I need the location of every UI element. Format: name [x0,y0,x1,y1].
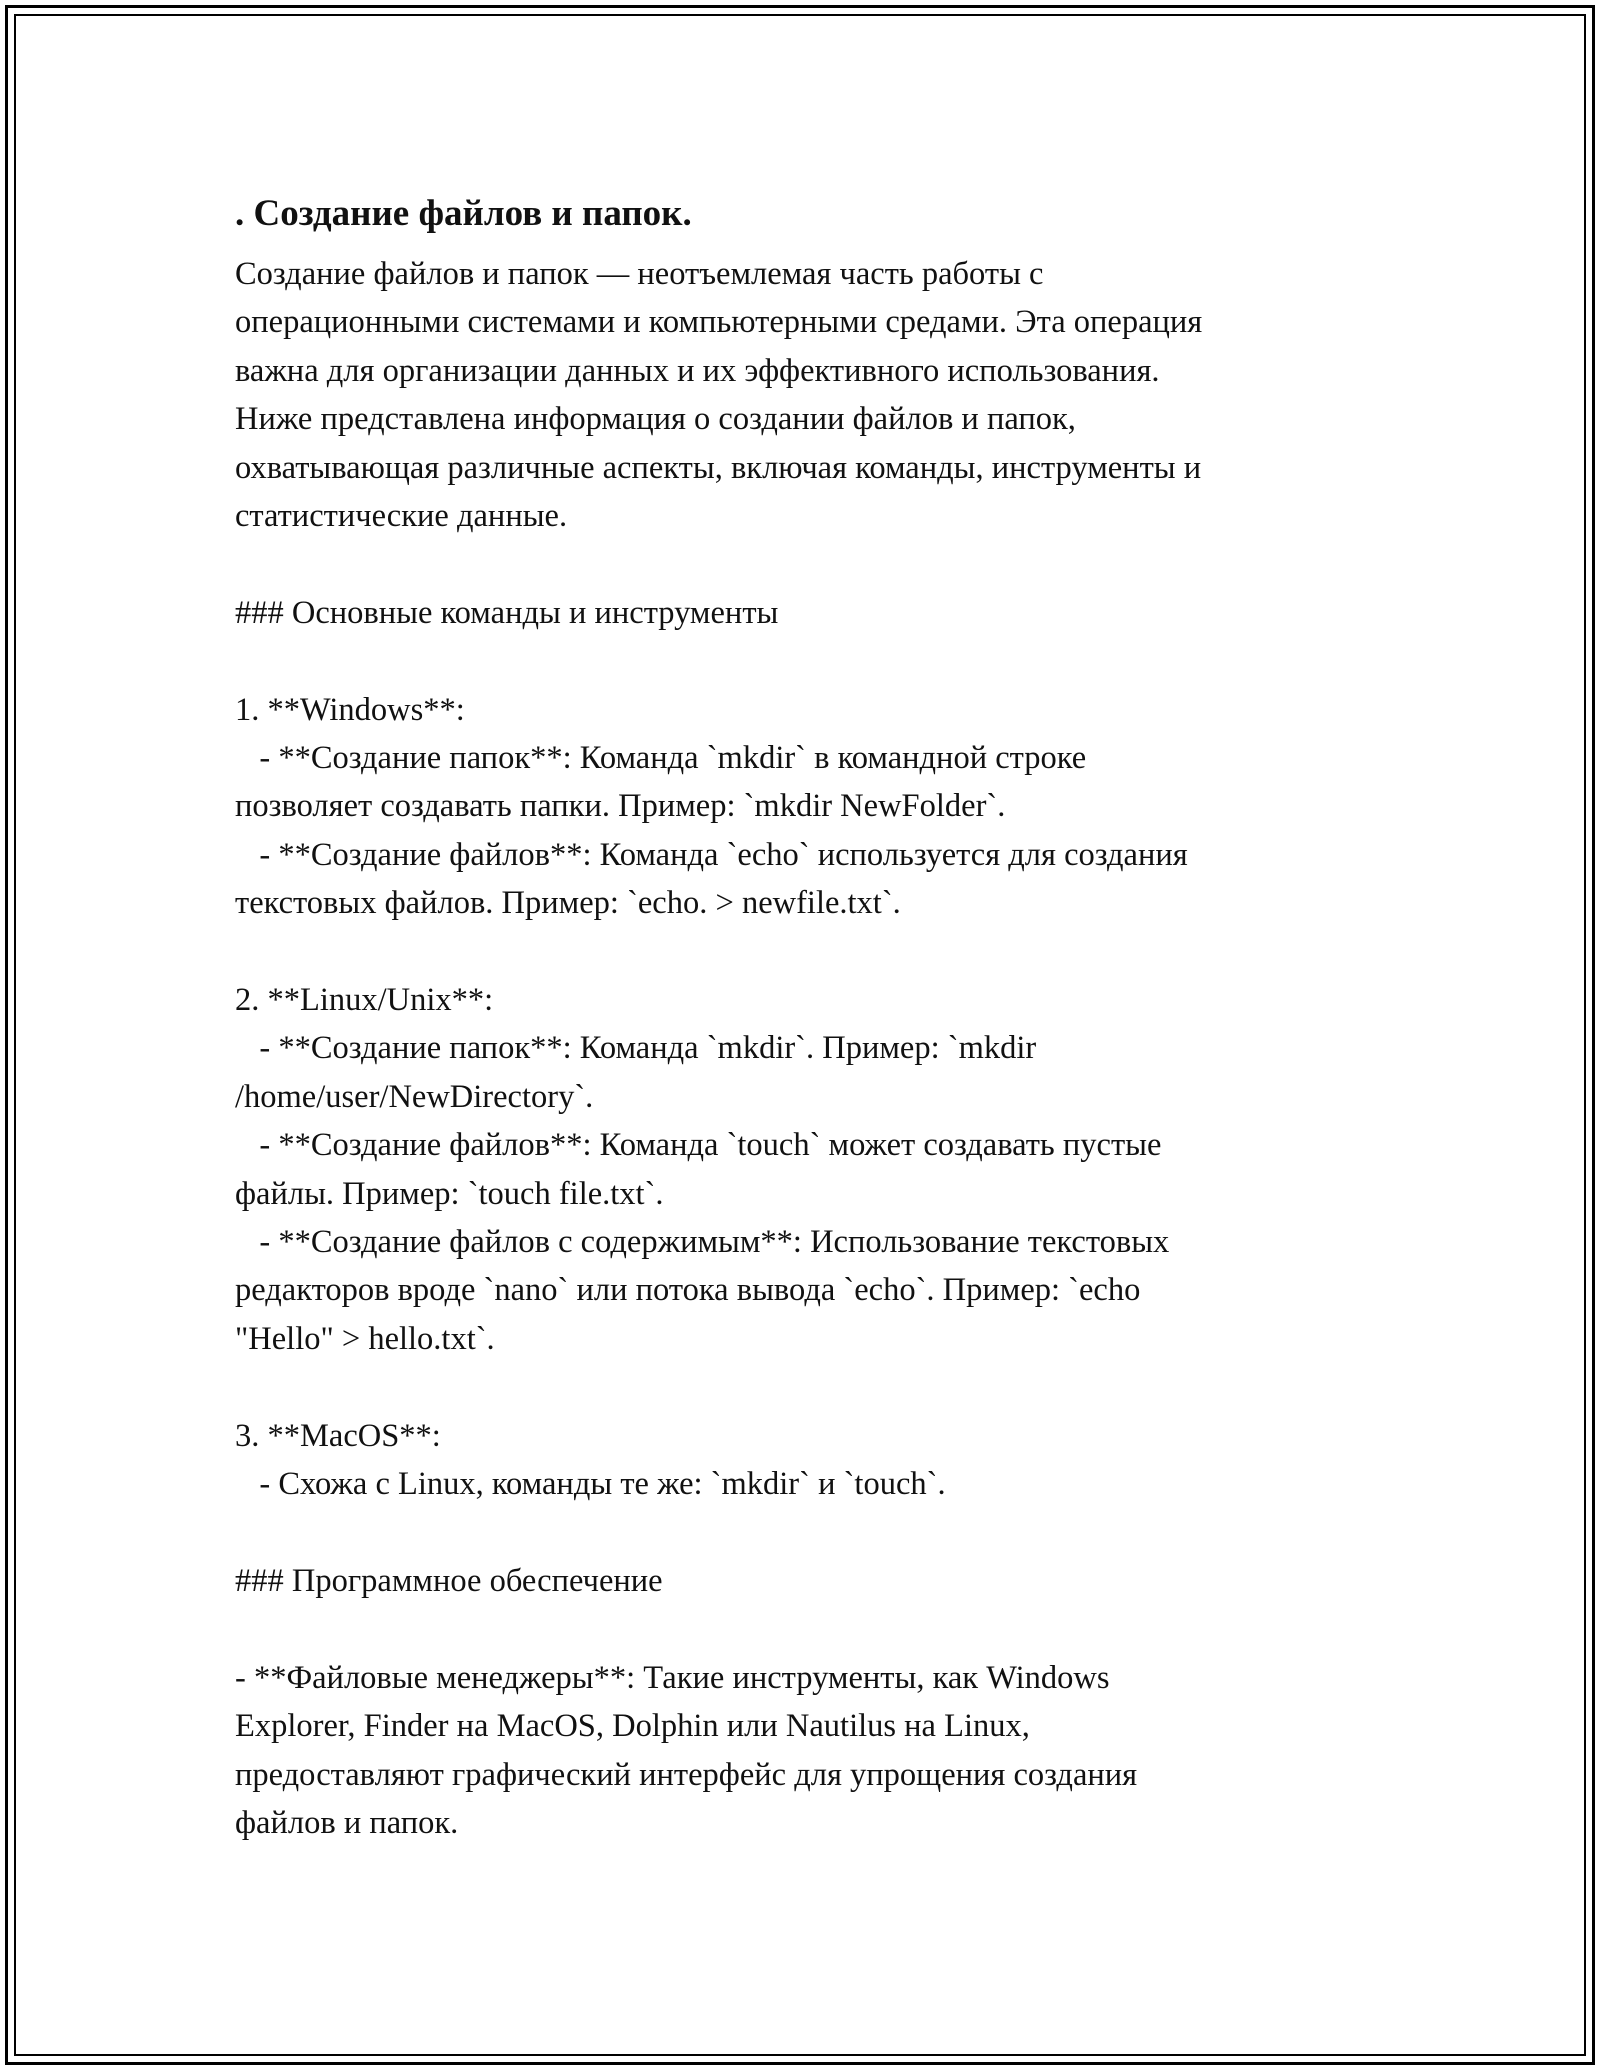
text-line: - Схожа с Linux, команды те же: `mkdir` и `touch`. [235,1466,946,1503]
text-line: текстовых файлов. Пример: `echo. > newfile.txt`. [235,885,901,922]
document-text [235,250,1385,1847]
text-line: предоставляют графический интерфейс для упрощения создания [235,1756,1138,1793]
blank-line [235,540,1385,588]
text-line: 1. **Windows**: [235,691,465,728]
text-line: Explorer, Finder на MacOS, Dolphin или Nautilus на Linux, [235,1708,1030,1745]
blank-line [235,1363,1385,1411]
blank-line [235,1605,1385,1653]
text-line: - **Создание папок**: Команда `mkdir` в командной строке [235,740,1087,777]
blank-line [235,637,1385,685]
text-line: Создание файлов и папок — неотъемлемая часть работы с [235,256,1044,292]
text-line: Ниже представлена информация о создании файлов и папок, [235,401,1076,438]
blank-line [235,1509,1385,1557]
text-line: - **Создание файлов**: Команда `touch` может создавать пустые [235,1127,1162,1164]
text-line: файлов и папок. [235,1804,459,1841]
text-line: редакторов вроде `nano` или потока вывода `echo`. Пример: `echo [235,1272,1141,1309]
text-line: охватывающая различные аспекты, включая команды, инструменты и [235,449,1202,486]
text-line: - **Создание файлов с содержимым**: Использование текстовых [235,1224,1170,1261]
text-line: - **Файловые менеджеры**: Такие инструменты, как Windows [235,1659,1110,1696]
text-line: важна для организации данных и их эффективного использования. [235,352,1160,389]
document-heading: . Создание файлов и папок. [235,193,692,234]
text-line: - **Создание файлов**: Команда `echo` используется для создания [235,836,1188,873]
text-line: операционными системами и компьютерными средами. Эта операция [235,304,1203,341]
text-line: /home/user/NewDirectory`. [235,1078,594,1115]
text-line: 2. **Linux/Unix**: [235,982,494,1019]
text-line: статистические данные. [235,498,568,535]
document-body [235,186,1385,1847]
text-line: 3. **MacOS**: [235,1417,441,1454]
text-line: - **Создание папок**: Команда `mkdir`. Пример: `mkdir [235,1030,1037,1067]
text-line: файлы. Пример: `touch file.txt`. [235,1175,664,1212]
text-line: ### Программное обеспечение [235,1562,663,1599]
text-line: "Hello" > hello.txt`. [235,1320,495,1357]
text-line: ### Основные команды и инструменты [235,594,779,631]
blank-line [235,928,1385,976]
text-line: позволяет создавать папки. Пример: `mkdir NewFolder`. [235,788,1006,825]
